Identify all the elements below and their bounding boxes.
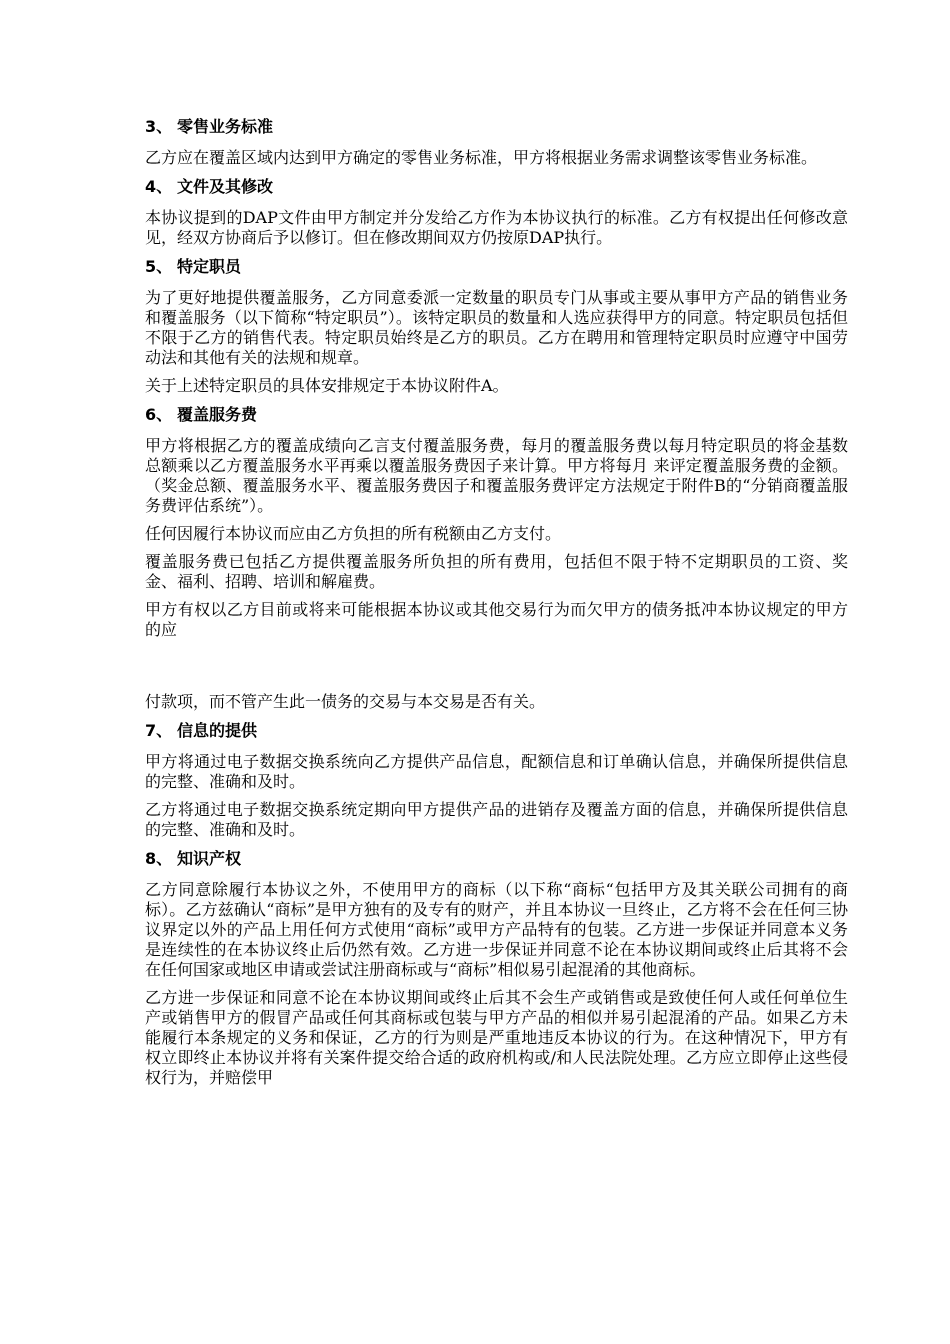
paragraph: 付款项，而不管产生此一债务的交易与本交易是否有关。	[145, 692, 546, 711]
section-title: 零售业务标准	[177, 117, 274, 136]
section-number: 3、	[145, 117, 173, 136]
paragraph: 甲方将根据乙方的覆盖成绩向乙言支付覆盖服务费，每月的覆盖服务费以每月特定职员的将金基数总额乘以乙方覆盖服务水平再乘以覆盖服务费因子来计算。甲方将每月 来评定覆盖服务费的金额。（奖金总额、覆盖服务水平、覆盖服务费因子和覆盖服务费评定方法规定于附件B的“分销商覆盖服务费评估系统”）。	[145, 436, 848, 515]
section-heading	[145, 116, 848, 138]
paragraph: 甲方将通过电子数据交换系统向乙方提供产品信息，配额信息和订单确认信息，并确保所提供信息的完整、准确和及时。	[145, 752, 848, 791]
section-heading	[145, 848, 848, 870]
section-number: 6、	[145, 405, 173, 424]
section-heading	[145, 720, 848, 742]
section-title: 知识产权	[177, 849, 242, 868]
section-title: 信息的提供	[177, 721, 258, 740]
paragraph: 覆盖服务费已包括乙方提供覆盖服务所负担的所有费用，包括但不限于特不定期职员的工资、奖金、福利、招聘、培训和解雇费。	[145, 552, 848, 591]
paragraph: 为了更好地提供覆盖服务，乙方同意委派一定数量的职员专门从事或主要从事甲方产品的销售业务和覆盖服务（以下简称“特定职员”）。该特定职员的数量和人选应获得甲方的同意。特定职员包括但不限于乙方的销售代表。特定职员始终是乙方的职员。乙方在聘用和管理特定职员时应遵守中国劳动法和其他有关的法规和规章。	[145, 288, 848, 367]
section-heading	[145, 176, 848, 198]
document-page	[145, 116, 848, 1096]
section-number: 8、	[145, 849, 173, 868]
section-heading	[145, 256, 848, 278]
paragraph: 乙方应在覆盖区域内达到甲方确定的零售业务标准，甲方将根据业务需求调整该零售业务标准。	[145, 148, 818, 167]
section-number: 5、	[145, 257, 173, 276]
paragraph: 乙方同意除履行本协议之外，不使用甲方的商标（以下称“商标“包括甲方及其关联公司拥有的商标）。乙方兹确认“商标”是甲方独有的及专有的财产，并且本协议一旦终止，乙方将不会在任何三协议界定以外的产品上用任何方式使用“商标”或甲方产品特有的包装。乙方进一步保证并同意本义务是连续性的在本协议终止后仍然有效。乙方进一步保证并同意不论在本协议期间或终止后其将不会在任何国家或地区申请或尝试注册商标或与“商标”相似易引起混淆的其他商标。	[145, 880, 848, 979]
section-number: 7、	[145, 721, 173, 740]
section-title: 特定职员	[177, 257, 242, 276]
paragraph: 乙方将通过电子数据交换系统定期向甲方提供产品的进销存及覆盖方面的信息，并确保所提供信息的完整、准确和及时。	[145, 800, 848, 839]
paragraph: 甲方有权以乙方目前或将来可能根据本协议或其他交易行为而欠甲方的债务抵冲本协议规定的甲方的应	[145, 600, 848, 639]
paragraph: 关于上述特定职员的具体安排规定于本协议附件A。	[145, 376, 509, 395]
section-heading	[145, 404, 848, 426]
section-title: 覆盖服务费	[177, 405, 258, 424]
paragraph: 乙方进一步保证和同意不论在本协议期间或终止后其不会生产或销售或是致使任何人或任何单位生产或销售甲方的假冒产品或任何其商标或包装与甲方产品的相似并易引起混淆的产品。如果乙方未能履行本条规定的义务和保证，乙方的行为则是严重地违反本协议的行为。在这种情况下，甲方有权立即终止本协议并将有关案件提交给合适的政府机构或/和人民法院处理。乙方应立即停止这些侵权行为，并赔偿甲	[145, 988, 848, 1087]
section-title: 文件及其修改	[177, 177, 274, 196]
section-number: 4、	[145, 177, 173, 196]
paragraph: 本协议提到的DAP文件由甲方制定并分发给乙方作为本协议执行的标准。乙方有权提出任何修改意见，经双方协商后予以修订。但在修改期间双方仍按原DAP执行。	[145, 208, 848, 247]
paragraph: 任何因履行本协议而应由乙方负担的所有税额由乙方支付。	[145, 524, 562, 543]
page-break-gap	[145, 648, 848, 692]
